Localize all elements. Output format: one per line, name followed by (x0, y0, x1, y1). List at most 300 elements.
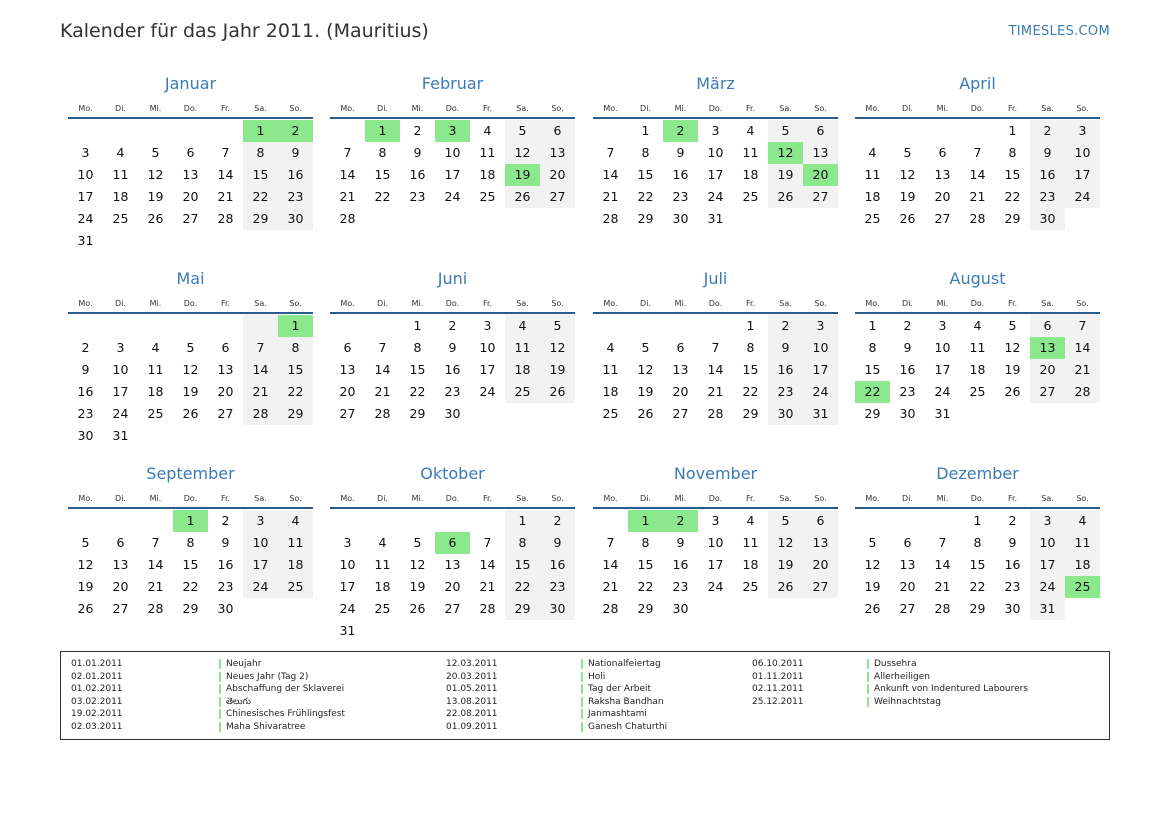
holiday-day-cell: 6 (435, 532, 470, 554)
day-cell (330, 315, 365, 337)
day-cell (960, 120, 995, 142)
weekday-header (68, 485, 313, 503)
day-cell (960, 403, 995, 425)
day-cell: 29 (243, 208, 278, 230)
week-row (68, 532, 313, 554)
day-cell: 24 (1030, 576, 1065, 598)
day-cell: 12 (540, 337, 575, 359)
day-cell: 13 (540, 142, 575, 164)
week-row (855, 337, 1100, 359)
week-row (855, 208, 1100, 230)
week-row (593, 186, 838, 208)
day-cell (435, 620, 470, 642)
day-cell: 9 (540, 532, 575, 554)
month-name: Dezember (936, 464, 1019, 483)
day-cell (365, 510, 400, 532)
day-cell: 24 (1065, 186, 1100, 208)
month-name: August (949, 269, 1006, 288)
weekday-label: So. (814, 494, 827, 503)
day-cell: 1 (505, 510, 540, 532)
day-cell (593, 510, 628, 532)
day-cell: 26 (864, 601, 881, 616)
day-cell: 3 (938, 318, 947, 333)
weekday-label: Mo. (78, 104, 93, 113)
weekday-label: Sa. (779, 104, 792, 113)
weekday-label: So. (289, 494, 302, 503)
day-cell: 24 (707, 189, 724, 204)
weekday-label: Di. (377, 104, 388, 113)
day-cell: 2 (413, 123, 422, 138)
day-cell (540, 208, 575, 230)
holiday-name: Neues Jahr (Tag 2) (226, 671, 309, 682)
legend-column (752, 658, 1028, 708)
day-cell: 29 (278, 403, 313, 425)
day-cell: 10 (707, 535, 724, 550)
weekday-header (593, 485, 838, 503)
day-cell (698, 598, 733, 620)
day-cell: 29 (864, 406, 881, 421)
day-cell: 13 (803, 532, 838, 554)
day-cell: 30 (768, 403, 803, 425)
weekday-label: Sa. (254, 494, 267, 503)
week-row (68, 403, 313, 425)
week-row (855, 315, 1100, 337)
day-cell: 11 (602, 362, 619, 377)
day-cell: 12 (182, 362, 199, 377)
weekday-label: Mo. (865, 104, 880, 113)
holiday-date: 02.01.2011 (71, 671, 123, 682)
day-cell: 18 (742, 167, 759, 182)
day-cell: 8 (413, 340, 422, 355)
weekday-label: Fr. (1007, 299, 1018, 308)
month-11 (593, 463, 838, 620)
weekday-label: Fr. (745, 299, 756, 308)
day-cell: 3 (803, 315, 838, 337)
day-cell: 12 (637, 362, 654, 377)
day-cell: 9 (676, 145, 685, 160)
holiday-date: 01.01.2011 (71, 659, 123, 669)
day-cell (243, 425, 278, 447)
day-cell: 23 (540, 576, 575, 598)
day-cell: 28 (1065, 381, 1100, 403)
day-cell: 21 (479, 579, 496, 594)
weekday-header (855, 95, 1100, 113)
holiday-day-cell: 1 (365, 120, 400, 142)
day-cell (505, 403, 540, 425)
holiday-day-cell: 1 (243, 120, 278, 142)
day-cell: 14 (217, 167, 234, 182)
day-cell (278, 425, 313, 447)
day-cell: 26 (147, 211, 164, 226)
day-cell (698, 315, 733, 337)
day-cell: 5 (186, 340, 195, 355)
weekday-label: Do. (970, 104, 985, 113)
week-row (593, 576, 838, 598)
day-cell: 4 (746, 123, 755, 138)
day-cell: 20 (803, 554, 838, 576)
weekday-label: So. (1076, 494, 1089, 503)
holiday-color-marker (219, 672, 221, 682)
day-cell: 22 (1004, 189, 1021, 204)
day-cell: 24 (243, 576, 278, 598)
header-rule (330, 117, 575, 119)
holiday-name: Chinesisches Frühlingsfest (226, 709, 346, 720)
day-cell: 22 (969, 579, 986, 594)
month-6 (330, 268, 575, 425)
month-name: November (673, 464, 758, 483)
legend-item (752, 658, 1028, 671)
weeks (593, 315, 838, 425)
month-7 (593, 268, 838, 425)
weeks (68, 510, 313, 620)
day-cell: 11 (864, 167, 881, 182)
weekday-label: So. (1076, 299, 1089, 308)
day-cell: 26 (637, 406, 654, 421)
day-cell (435, 510, 470, 532)
day-cell: 11 (479, 145, 496, 160)
weekday-label: So. (289, 299, 302, 308)
day-cell: 10 (339, 557, 356, 572)
day-cell: 4 (1065, 510, 1100, 532)
day-cell (243, 598, 278, 620)
day-cell: 18 (742, 557, 759, 572)
weekday-label: Di. (115, 299, 126, 308)
day-cell (470, 620, 505, 642)
day-cell: 26 (505, 186, 540, 208)
day-cell: 10 (803, 337, 838, 359)
weekday-label: Mo. (340, 104, 355, 113)
day-cell: 11 (742, 145, 759, 160)
day-cell: 5 (768, 120, 803, 142)
day-cell (593, 315, 628, 337)
day-cell: 12 (409, 557, 426, 572)
day-cell: 12 (147, 167, 164, 182)
day-cell: 5 (151, 145, 160, 160)
day-cell: 19 (899, 189, 916, 204)
weekday-label: So. (814, 299, 827, 308)
day-cell: 2 (768, 315, 803, 337)
day-cell: 29 (637, 211, 654, 226)
day-cell: 12 (77, 557, 94, 572)
day-cell: 14 (479, 557, 496, 572)
day-cell: 22 (243, 186, 278, 208)
weekday-label: Mo. (603, 299, 618, 308)
day-cell: 6 (676, 340, 685, 355)
day-cell: 7 (711, 340, 720, 355)
holiday-day-cell: 1 (628, 510, 663, 532)
day-cell: 30 (77, 428, 94, 443)
legend-column (446, 658, 667, 734)
day-cell: 16 (672, 557, 689, 572)
day-cell: 15 (637, 167, 654, 182)
day-cell: 26 (182, 406, 199, 421)
weekday-header (855, 290, 1100, 308)
weekday-label: Mo. (78, 299, 93, 308)
header-rule (593, 312, 838, 314)
day-cell: 27 (217, 406, 234, 421)
day-cell: 17 (803, 359, 838, 381)
day-cell: 1 (868, 318, 877, 333)
day-cell: 11 (278, 532, 313, 554)
day-cell: 21 (339, 189, 356, 204)
week-row (68, 598, 313, 620)
day-cell: 15 (374, 167, 391, 182)
day-cell: 15 (278, 359, 313, 381)
weekday-label: Di. (640, 104, 651, 113)
weekday-label: Mi. (936, 299, 949, 308)
legend-item (752, 683, 1028, 696)
week-row (68, 186, 313, 208)
header-rule (855, 507, 1100, 509)
day-cell: 23 (672, 189, 689, 204)
day-cell: 29 (182, 601, 199, 616)
legend-item (71, 708, 345, 721)
weekday-label: Mi. (149, 104, 162, 113)
week-row (593, 120, 838, 142)
weekday-label: Mi. (411, 299, 424, 308)
weekday-label: Mi. (411, 104, 424, 113)
day-cell (733, 208, 768, 230)
week-row (593, 403, 838, 425)
week-row (330, 315, 575, 337)
day-cell: 17 (1030, 554, 1065, 576)
week-row (330, 598, 575, 620)
day-cell: 27 (182, 211, 199, 226)
weekday-header (68, 290, 313, 308)
month-name: Januar (164, 74, 217, 93)
day-cell: 21 (374, 384, 391, 399)
day-cell: 31 (707, 211, 724, 226)
week-row (855, 576, 1100, 598)
week-row (855, 164, 1100, 186)
day-cell (365, 208, 400, 230)
week-row (593, 315, 838, 337)
day-cell: 16 (1004, 557, 1021, 572)
weekday-label: Mi. (674, 299, 687, 308)
day-cell (890, 510, 925, 532)
day-cell (365, 315, 400, 337)
week-row (68, 208, 313, 230)
weekday-label: Mo. (603, 494, 618, 503)
week-row (68, 337, 313, 359)
weeks (330, 510, 575, 642)
day-cell: 7 (243, 337, 278, 359)
holiday-name: Janmashtami (588, 709, 647, 720)
weekday-label: Mo. (865, 494, 880, 503)
week-row (855, 186, 1100, 208)
day-cell: 19 (637, 384, 654, 399)
day-cell: 22 (637, 189, 654, 204)
week-row (68, 359, 313, 381)
day-cell: 8 (243, 142, 278, 164)
header-rule (330, 312, 575, 314)
day-cell: 28 (243, 403, 278, 425)
weekday-label: Di. (115, 104, 126, 113)
day-cell: 29 (637, 601, 654, 616)
day-cell: 20 (339, 384, 356, 399)
day-cell: 7 (938, 535, 947, 550)
weekday-label: Mi. (674, 104, 687, 113)
day-cell (208, 230, 243, 252)
day-cell: 27 (444, 601, 461, 616)
day-cell (733, 598, 768, 620)
day-cell: 5 (505, 120, 540, 142)
month-name: Juni (437, 269, 468, 288)
week-row (593, 381, 838, 403)
weekday-label: Fr. (482, 299, 493, 308)
day-cell: 5 (868, 535, 877, 550)
day-cell: 6 (803, 510, 838, 532)
day-cell: 13 (803, 142, 838, 164)
day-cell: 10 (1030, 532, 1065, 554)
day-cell: 8 (186, 535, 195, 550)
legend-item (446, 671, 667, 684)
day-cell: 14 (147, 557, 164, 572)
brand-link[interactable]: TIMESLES.COM (1008, 24, 1110, 39)
holiday-day-cell: 13 (1030, 337, 1065, 359)
day-cell: 7 (151, 535, 160, 550)
day-cell (208, 120, 243, 142)
day-cell: 13 (339, 362, 356, 377)
day-cell: 20 (934, 189, 951, 204)
legend-column (71, 658, 345, 734)
day-cell: 15 (742, 362, 759, 377)
day-cell: 17 (707, 557, 724, 572)
day-cell: 29 (969, 601, 986, 616)
day-cell (1065, 208, 1100, 230)
day-cell: 1 (973, 513, 982, 528)
weeks (855, 510, 1100, 620)
holiday-date: 06.10.2011 (752, 659, 804, 669)
day-cell: 23 (444, 384, 461, 399)
day-cell: 13 (444, 557, 461, 572)
day-cell: 16 (672, 167, 689, 182)
day-cell: 22 (182, 579, 199, 594)
legend-item (446, 721, 667, 734)
day-cell: 18 (602, 384, 619, 399)
holiday-name: Neujahr (226, 659, 262, 669)
weekday-label: Sa. (779, 494, 792, 503)
legend-item (446, 708, 667, 721)
legend-item (71, 696, 345, 709)
holiday-color-marker (581, 722, 583, 732)
day-cell: 28 (479, 601, 496, 616)
month-1 (68, 73, 313, 252)
weekday-label: So. (814, 104, 827, 113)
weekday-label: Fr. (745, 494, 756, 503)
day-cell (540, 620, 575, 642)
day-cell: 17 (479, 362, 496, 377)
day-cell (103, 315, 138, 337)
holiday-day-cell: 2 (278, 120, 313, 142)
day-cell: 8 (1008, 145, 1017, 160)
weekday-label: Mo. (865, 299, 880, 308)
day-cell: 27 (803, 576, 838, 598)
holiday-legend (60, 651, 1110, 740)
day-cell: 3 (1065, 120, 1100, 142)
day-cell: 15 (1004, 167, 1021, 182)
day-cell (505, 620, 540, 642)
day-cell: 31 (112, 428, 129, 443)
day-cell: 22 (374, 189, 391, 204)
day-cell: 15 (637, 557, 654, 572)
day-cell: 5 (540, 315, 575, 337)
weekday-label: Di. (640, 494, 651, 503)
day-cell: 26 (540, 381, 575, 403)
day-cell: 6 (938, 145, 947, 160)
day-cell: 23 (899, 384, 916, 399)
week-row (330, 532, 575, 554)
week-row (593, 359, 838, 381)
month-name: Oktober (420, 464, 485, 483)
week-row (593, 510, 838, 532)
day-cell: 30 (1004, 601, 1021, 616)
day-cell: 22 (637, 579, 654, 594)
weekday-label: Sa. (516, 104, 529, 113)
day-cell: 14 (1065, 337, 1100, 359)
day-cell: 14 (243, 359, 278, 381)
holiday-date: 02.03.2011 (71, 721, 123, 732)
day-cell: 13 (112, 557, 129, 572)
day-cell: 9 (448, 340, 457, 355)
day-cell: 18 (505, 359, 540, 381)
day-cell (243, 315, 278, 337)
legend-item (752, 696, 1028, 709)
week-row (330, 620, 575, 642)
day-cell: 26 (409, 601, 426, 616)
day-cell: 4 (606, 340, 615, 355)
day-cell: 6 (221, 340, 230, 355)
day-cell (768, 208, 803, 230)
day-cell: 9 (81, 362, 90, 377)
day-cell (470, 510, 505, 532)
day-cell: 17 (934, 362, 951, 377)
holiday-date: 01.05.2011 (446, 684, 498, 695)
day-cell (68, 315, 103, 337)
holiday-color-marker (219, 697, 221, 707)
day-cell: 29 (1004, 211, 1021, 226)
day-cell: 7 (606, 145, 615, 160)
day-cell: 3 (243, 510, 278, 532)
weeks (593, 120, 838, 230)
weekday-header (330, 290, 575, 308)
weekday-header (593, 290, 838, 308)
weekday-label: Sa. (516, 299, 529, 308)
weekday-label: Fr. (482, 494, 493, 503)
day-cell (173, 315, 208, 337)
day-cell: 30 (278, 208, 313, 230)
week-row (330, 164, 575, 186)
day-cell: 5 (768, 510, 803, 532)
day-cell (855, 510, 890, 532)
day-cell: 25 (505, 381, 540, 403)
month-9 (68, 463, 313, 620)
day-cell: 27 (803, 186, 838, 208)
day-cell: 4 (868, 145, 877, 160)
day-cell: 16 (540, 554, 575, 576)
weekday-label: Fr. (220, 494, 231, 503)
day-cell (995, 403, 1030, 425)
weekday-label: Fr. (482, 104, 493, 113)
day-cell: 6 (540, 120, 575, 142)
day-cell: 30 (899, 406, 916, 421)
day-cell: 4 (116, 145, 125, 160)
day-cell: 25 (742, 189, 759, 204)
day-cell: 31 (339, 623, 356, 638)
day-cell: 5 (903, 145, 912, 160)
day-cell: 27 (899, 601, 916, 616)
weekday-header (330, 95, 575, 113)
